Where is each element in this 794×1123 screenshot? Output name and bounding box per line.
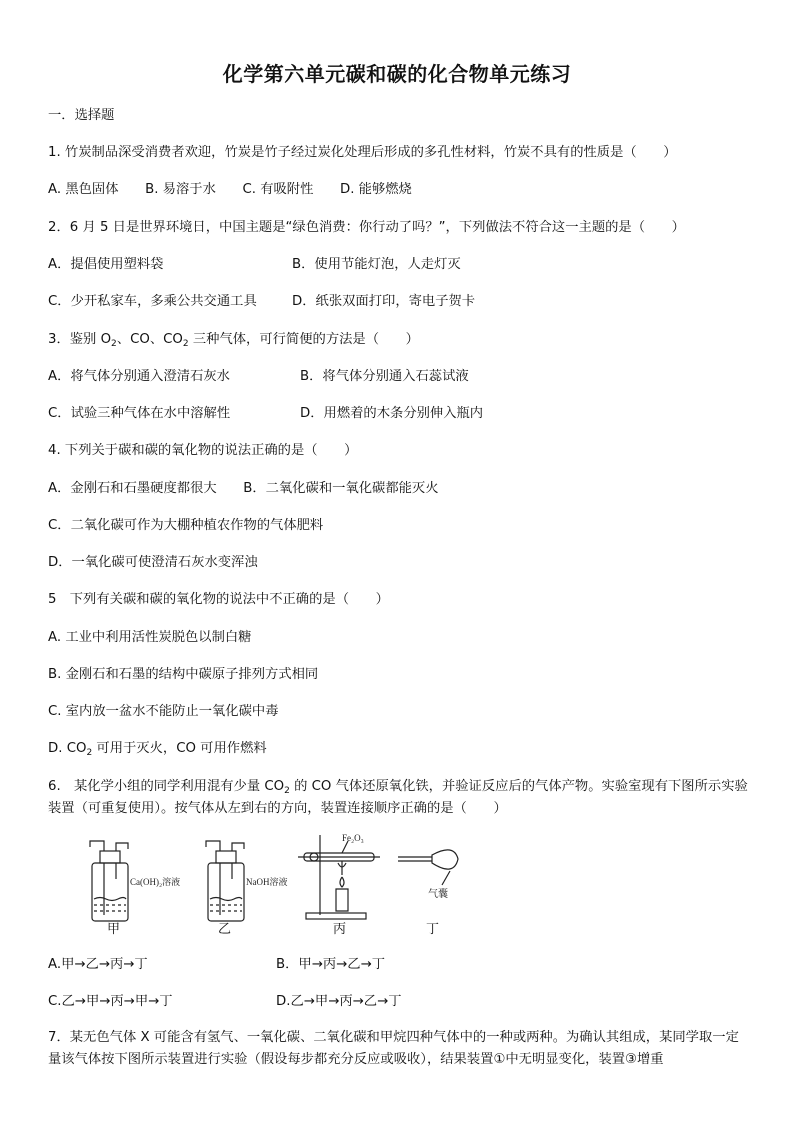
question-6-option-c: C.乙→甲→丙→甲→丁 bbox=[48, 994, 173, 1009]
question-7-stem: 7．某无色气体 X 可能含有氢气、一氧化碳、二氧化碳和甲烷四种气体中的一种或两种。为确认其组成，某同学取一定量该气体按下图所示装置进行实验（假设每步都充分反应或吸收），结果装置①中无明显变化，装置③增重 bbox=[48, 1030, 739, 1067]
question-3-option-d: D．用燃着的木条分别伸入瓶内 bbox=[300, 406, 484, 421]
gas-bag-ding bbox=[398, 850, 458, 885]
apparatus-label-bing: 丙 bbox=[333, 922, 347, 937]
question-6-option-d: D.乙→甲→丙→乙→丁 bbox=[276, 994, 402, 1009]
reduction-apparatus-bing bbox=[298, 835, 380, 919]
question-4-stem: 4. 下列关于碳和碳的氧化物的说法正确的是（ ） bbox=[48, 443, 358, 458]
experiment-apparatus-figure bbox=[80, 833, 460, 938]
label-fe2o3: Fe₂O₃ bbox=[342, 833, 364, 843]
question-3-stem: 3．鉴别 $O_2$、CO、$CO_2$ 三种气体，可行简便的方法是（ ） bbox=[48, 332, 419, 349]
question-5-option-b: B. 金刚石和石墨的结构中碳原子排列方式相同 bbox=[48, 667, 319, 682]
question-4-option-c: C．二氧化碳可作为大棚种植农作物的气体肥料 bbox=[48, 518, 324, 533]
question-2-option-d: D．纸张双面打印，寄电子贺卡 bbox=[292, 294, 476, 309]
question-3-option-a: A．将气体分别通入澄清石灰水 bbox=[48, 369, 230, 384]
question-4-option-d: D．一氧化碳可使澄清石灰水变浑浊 bbox=[48, 555, 258, 570]
question-5-option-c: C. 室内放一盆水不能防止一氧化碳中毒 bbox=[48, 704, 279, 719]
label-naoh: NaOH溶液 bbox=[246, 877, 288, 887]
wash-bottle-yi bbox=[206, 841, 244, 921]
question-6-stem: 6. 某化学小组的同学利用混有少量 $CO_2$ 的 CO 气体还原氧化铁，并验证反应后的气体产物。实验室现有下图所示实验装置（可重复使用）。按气体从左到右的方向，装置连接顺序正确的是（ ） bbox=[48, 779, 748, 816]
label-caoh: Ca(OH)₂溶液 bbox=[130, 877, 181, 887]
question-6-option-b: B．甲→丙→乙→丁 bbox=[276, 957, 386, 972]
question-1-stem: 1. 竹炭制品深受消费者欢迎，竹炭是竹子经过炭化处理后形成的多孔性材料，竹炭不具有的性质是（ ） bbox=[48, 145, 677, 160]
question-2-stem: 2．6 月 5 日是世界环境日，中国主题是“绿色消费：你行动了吗？”，下列做法不符合这一主题的是（ ） bbox=[48, 220, 685, 235]
question-4-options-ab: A．金刚石和石墨硬度都很大 B．二氧化碳和一氧化碳都能灭火 bbox=[48, 481, 439, 496]
question-5-option-a: A. 工业中利用活性炭脱色以制白糖 bbox=[48, 630, 252, 645]
question-6-option-a: A.甲→乙→丙→丁 bbox=[48, 957, 148, 972]
question-5-stem: 5 下列有关碳和碳的氧化物的说法中不正确的是（ ） bbox=[48, 592, 389, 607]
label-qinang: 气囊 bbox=[428, 889, 448, 900]
question-3-option-b: B．将气体分别通入石蕊试液 bbox=[300, 369, 469, 384]
question-3-option-c: C．试验三种气体在水中溶解性 bbox=[48, 406, 231, 421]
apparatus-label-yi: 乙 bbox=[218, 922, 232, 937]
question-5-option-d: D. $CO_2$ 可用于灭火，CO 可用作燃料 bbox=[48, 741, 267, 758]
question-2-option-c: C．少开私家车，多乘公共交通工具 bbox=[48, 294, 257, 309]
question-1-options: A. 黑色固体 B. 易溶于水 C. 有吸附性 D. 能够燃烧 bbox=[48, 182, 412, 197]
apparatus-label-ding: 丁 bbox=[426, 922, 440, 937]
apparatus-label-jia: 甲 bbox=[107, 922, 121, 937]
page-title: 化学第六单元碳和碳的化合物单元练习 bbox=[222, 62, 572, 86]
question-2-option-b: B．使用节能灯泡，人走灯灭 bbox=[292, 257, 461, 272]
wash-bottle-jia bbox=[90, 841, 128, 921]
question-2-option-a: A．提倡使用塑料袋 bbox=[48, 257, 164, 272]
section-heading: 一．选择题 bbox=[48, 108, 115, 123]
